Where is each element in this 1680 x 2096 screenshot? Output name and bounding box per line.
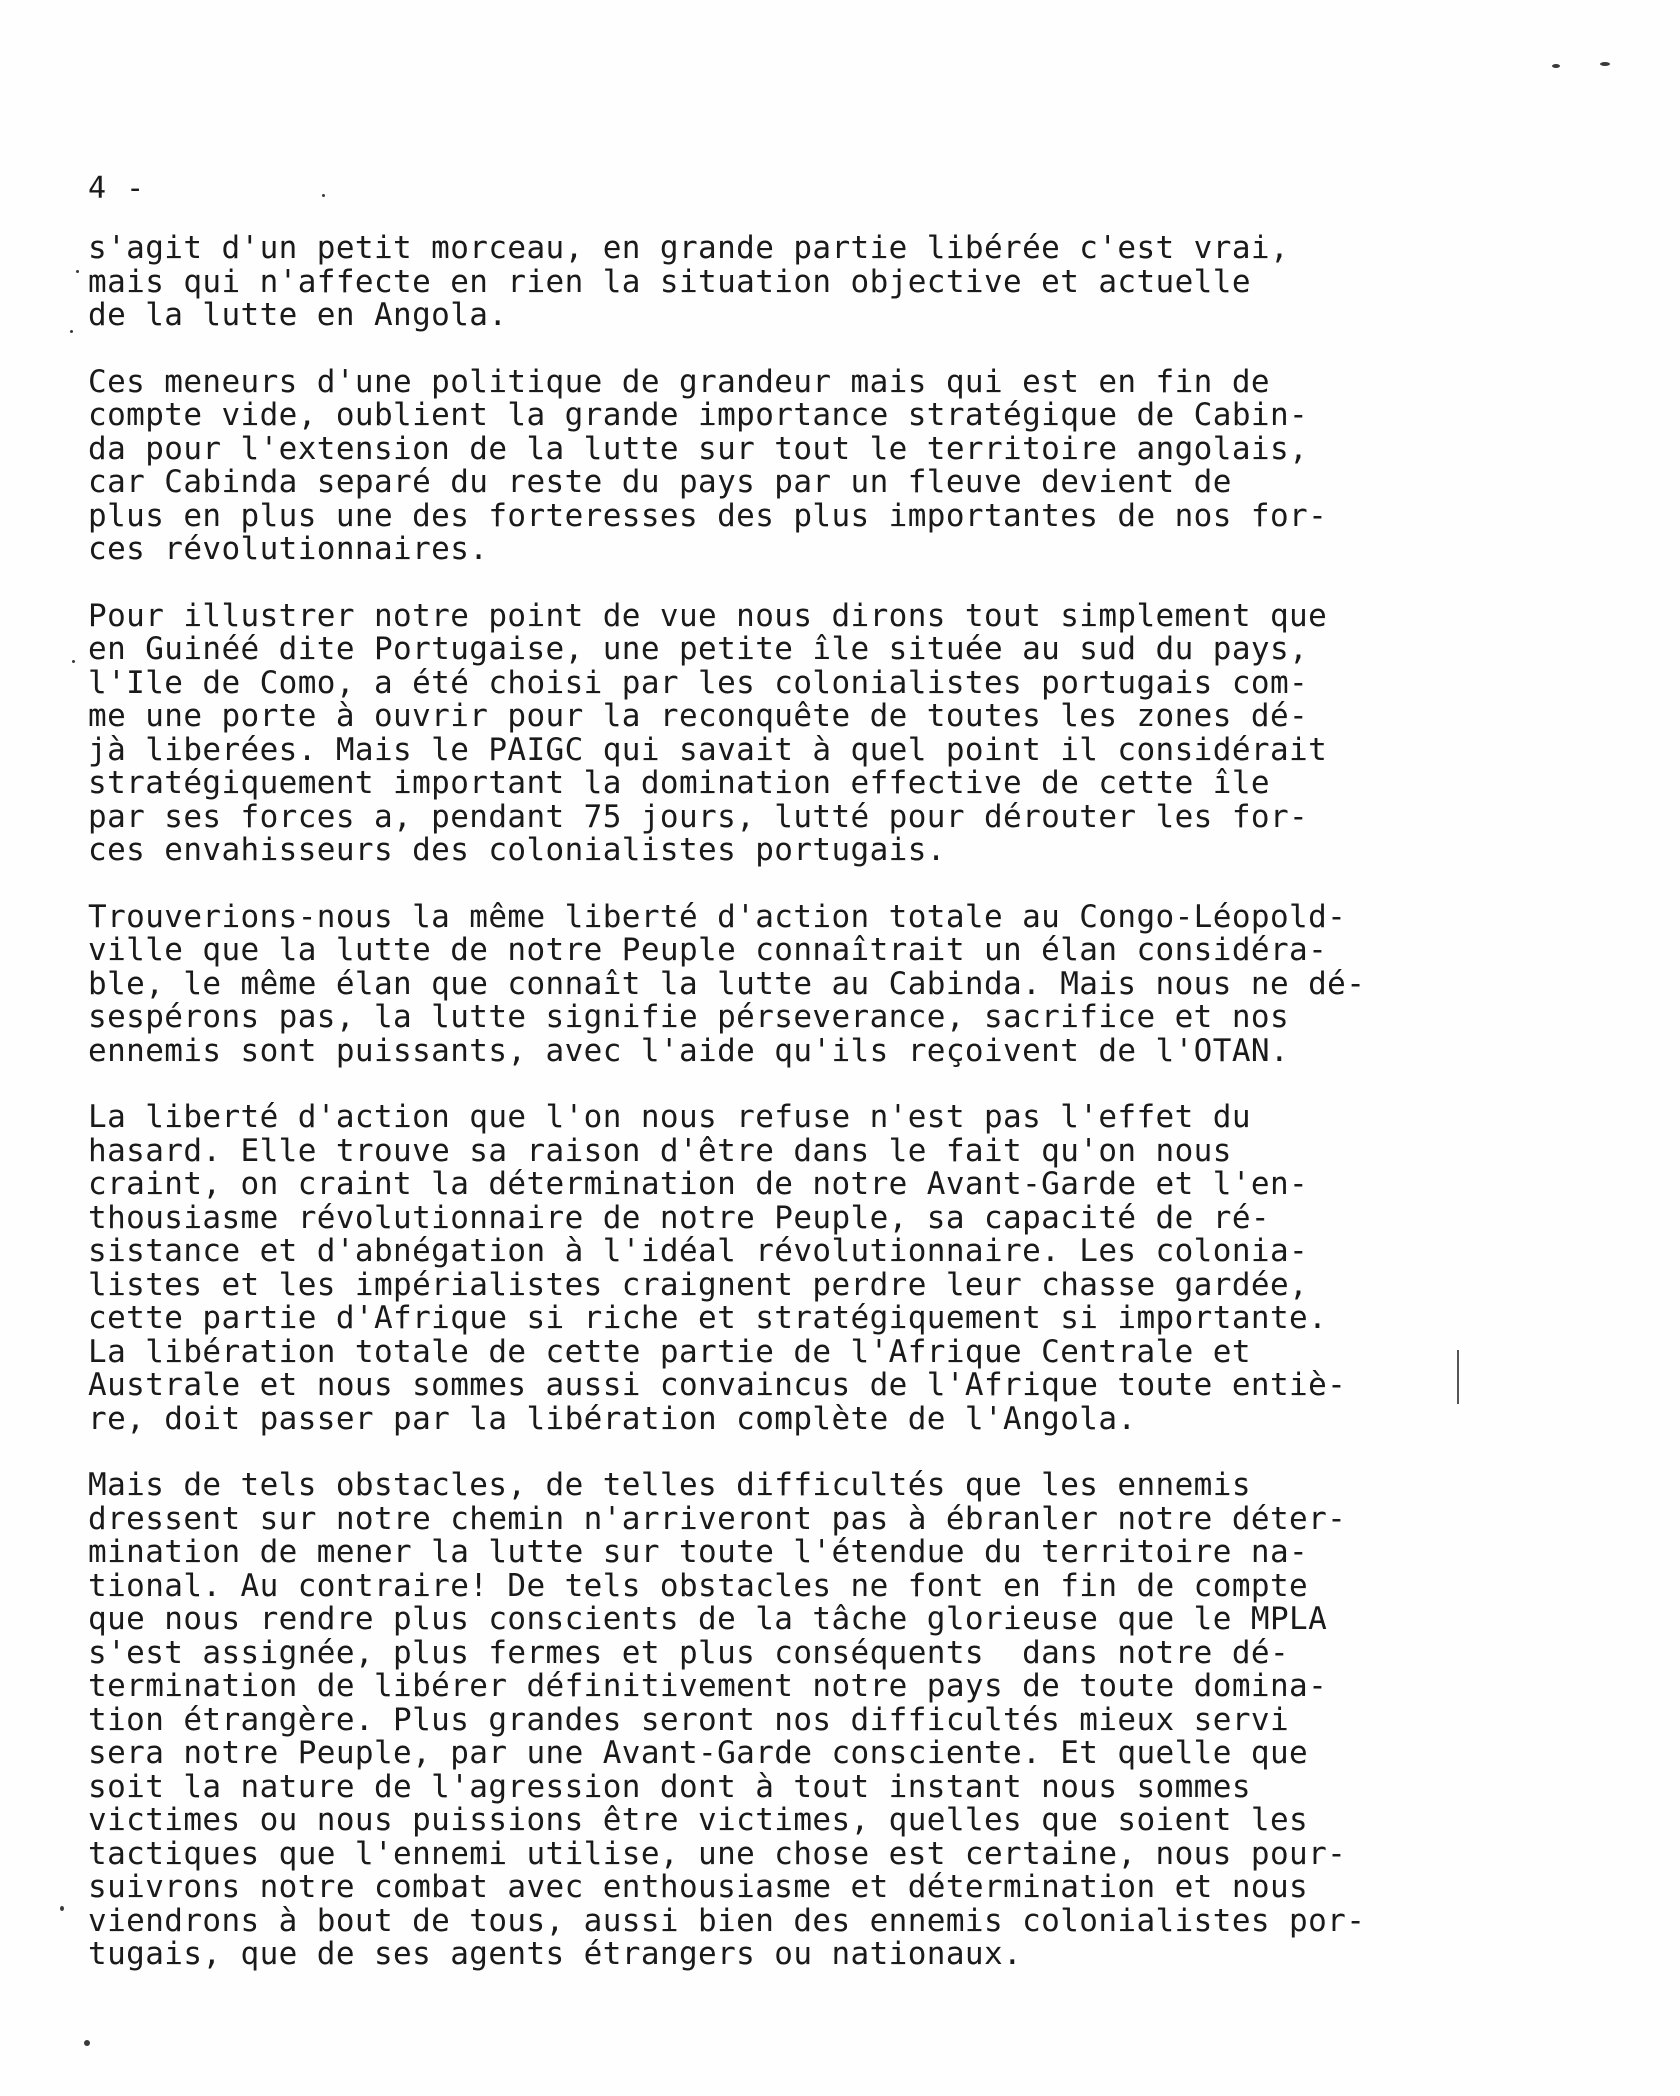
text-line: re, doit passer par la libération complète de l'Angola.: [88, 1400, 1137, 1437]
text-line: craint, on craint la détermination de notre Avant-Garde et l'en-: [88, 1166, 1309, 1202]
text-line: victimes ou nous puissions être victimes, quelles que soient les: [88, 1802, 1309, 1838]
text-line: Ces meneurs d'une politique de grandeur mais qui est en fin de: [88, 363, 1270, 400]
text-line: cette partie d'Afrique si riche et stratégiquement si importante.: [88, 1300, 1328, 1336]
text-line: Trouverions-nous la même liberté d'action totale au Congo-Léopold-: [88, 898, 1347, 935]
text-line: tugais, que de ses agents étrangers ou nationaux.: [88, 1936, 1023, 1972]
text-line: s'est assignée, plus fermes et plus conséquents dans notre dé-: [88, 1634, 1290, 1671]
paragraph: [88, 363, 1448, 567]
text-line: stratégiquement important la domination effective de cette île: [88, 765, 1270, 801]
paragraph: [88, 597, 1448, 868]
scan-speck: [72, 660, 75, 663]
text-line: me une porte à ouvrir pour la reconquête de toutes les zones dé-: [88, 698, 1309, 734]
text-line: listes et les impérialistes craignent perdre leur chasse gardée,: [88, 1266, 1309, 1303]
scan-speck: [1600, 62, 1610, 66]
paragraph: [88, 1469, 1448, 1972]
text-line: ennemis sont puissants, avec l'aide qu'ils reçoivent de l'OTAN.: [88, 1032, 1290, 1069]
text-line: ville que la lutte de notre Peuple connaîtrait un élan considéra-: [88, 932, 1328, 968]
text-line: mination de mener la lutte sur toute l'étendue du territoire na-: [88, 1534, 1309, 1570]
scan-speck: [70, 330, 73, 333]
scan-speck: [84, 2040, 90, 2046]
text-line: ble, le même élan que connaît la lutte au Cabinda. Mais nous ne dé-: [88, 965, 1366, 1002]
text-line: suivrons notre combat avec enthousiasme et détermination et nous: [88, 1869, 1309, 1905]
text-line: hasard. Elle trouve sa raison d'être dans le fait qu'on nous: [88, 1132, 1232, 1169]
scan-speck: [1552, 64, 1560, 68]
paragraph: [88, 898, 1448, 1069]
text-line: compte vide, oublient la grande importance stratégique de Cabin-: [88, 397, 1309, 433]
text-line: l'Ile de Como, a été choisi par les colonialistes portugais com-: [88, 664, 1309, 701]
text-line: sespérons pas, la lutte signifie pérseverance, sacrifice et nos: [88, 999, 1290, 1035]
text-line: tion étrangère. Plus grandes seront nos difficultés mieux servi: [88, 1701, 1290, 1738]
text-line: s'agit d'un petit morceau, en grande partie libérée c'est vrai,: [88, 230, 1290, 266]
text-line: jà liberées. Mais le PAIGC qui savait à quel point il considérait: [88, 731, 1328, 768]
text-line: que nous rendre plus conscients de la tâche glorieuse que le MPLA: [88, 1601, 1328, 1637]
text-line: La libération totale de cette partie de l'Afrique Centrale et: [88, 1333, 1251, 1370]
text-line: termination de libérer définitivement notre pays de toute domina-: [88, 1668, 1328, 1704]
page-number: 4 -: [88, 171, 146, 206]
text-line: car Cabinda separé du reste du pays par un fleuve devient de: [88, 464, 1232, 500]
text-line: tactiques que l'ennemi utilise, une chose est certaine, nous pour-: [88, 1835, 1347, 1872]
text-line: soit la nature de l'agression dont à tout instant nous sommes: [88, 1768, 1251, 1805]
text-line: plus en plus une des forteresses des plus importantes de nos for-: [88, 497, 1328, 534]
paragraph: [88, 232, 1448, 333]
scan-speck: [76, 270, 79, 273]
text-line: sera notre Peuple, par une Avant-Garde consciente. Et quelle que: [88, 1735, 1309, 1771]
text-line: de la lutte en Angola.: [88, 297, 508, 333]
text-line: ces révolutionnaires.: [88, 531, 489, 567]
body-text: [88, 232, 1448, 2005]
text-line: ces envahisseurs des colonialistes portugais.: [88, 832, 946, 868]
text-line: viendrons à bout de tous, aussi bien des ennemis colonialistes por-: [88, 1902, 1366, 1939]
scan-speck: [60, 1906, 64, 1911]
text-line: mais qui n'affecte en rien la situation objective et actuelle: [88, 263, 1251, 300]
scan-speck: [322, 194, 325, 197]
text-line: Pour illustrer notre point de vue nous dirons tout simplement que: [88, 597, 1328, 634]
text-line: en Guinéé dite Portugaise, une petite île située au sud du pays,: [88, 631, 1309, 667]
text-line: sistance et d'abnégation à l'idéal révolutionnaire. Les colonia-: [88, 1233, 1309, 1269]
text-line: dressent sur notre chemin n'arriveront pas à ébranler notre déter-: [88, 1500, 1347, 1537]
text-line: tional. Au contraire! De tels obstacles ne font en fin de compte: [88, 1567, 1309, 1604]
paragraph: [88, 1101, 1448, 1436]
text-line: Mais de tels obstacles, de telles difficultés que les ennemis: [88, 1467, 1251, 1503]
text-line: La liberté d'action que l'on nous refuse n'est pas l'effet du: [88, 1099, 1251, 1135]
text-line: thousiasme révolutionnaire de notre Peuple, sa capacité de ré-: [88, 1199, 1270, 1236]
text-line: par ses forces a, pendant 75 jours, lutté pour dérouter les for-: [88, 798, 1309, 835]
text-line: da pour l'extension de la lutte sur tout le territoire angolais,: [88, 430, 1309, 467]
margin-mark: [1457, 1350, 1459, 1404]
text-line: Australe et nous sommes aussi convaincus de l'Afrique toute entiè-: [88, 1367, 1347, 1403]
